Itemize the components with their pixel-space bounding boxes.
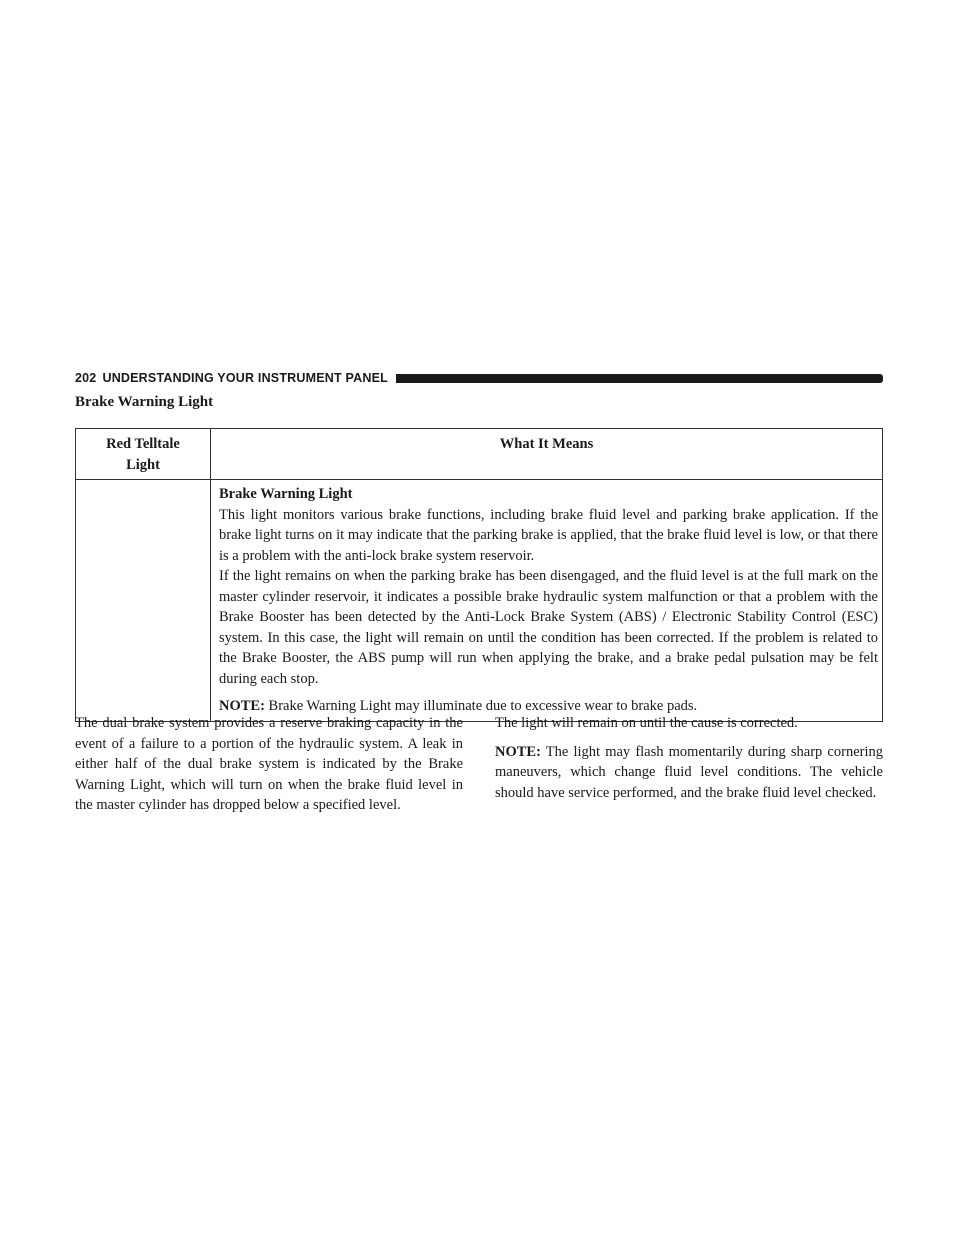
- column-header-red-telltale-line1: Red Telltale: [106, 436, 180, 452]
- page-number: 202: [75, 371, 97, 385]
- page-header: [75, 370, 883, 386]
- row-paragraph-2: If the light remains on when the parking brake has been disengaged, and the fluid level is at the full mark on the master cylinder reservoir, it indicates a possible brake hydraulic system malfunction or that a problem with the Brake Booster has been detected by the Anti-Lock Brake System (ABS) / Electronic Stability Control (ESC) system. In this case, the light will remain on until the condition has been corrected. If the problem is related to the Brake Booster, the ABS pump will run when applying the brake, and a brake pedal pulsation may be felt during each stop.: [219, 568, 878, 687]
- row-title: Brake Warning Light: [219, 486, 353, 502]
- running-section-title: UNDERSTANDING YOUR INSTRUMENT PANEL: [102, 371, 388, 385]
- telltale-icon-cell: [76, 480, 211, 722]
- right-paragraph: The light will remain on until the cause is corrected.: [495, 715, 798, 731]
- right-column: [495, 713, 883, 803]
- table-header-row: [76, 429, 883, 480]
- telltale-table: [75, 428, 883, 722]
- row-paragraph-1: This light monitors various brake functions, including brake fluid level and parking brake application. If the brake light turns on it may indicate that the parking brake is applied, that the brake fluid level is low, or that there is a problem with the anti-lock brake system reservoir.: [219, 506, 878, 564]
- right-note: [495, 742, 883, 804]
- left-column: [75, 713, 463, 816]
- column-header-what-it-means: What It Means: [211, 429, 883, 480]
- header-rule: [396, 374, 883, 383]
- row-note-label: NOTE:: [219, 698, 265, 714]
- right-note-label: NOTE:: [495, 743, 541, 760]
- section-heading: Brake Warning Light: [75, 394, 214, 410]
- column-header-red-telltale-line2: Light: [126, 456, 160, 473]
- left-paragraph: The dual brake system provides a reserve braking capacity in the event of a failure to a portion of the hydraulic system. A leak in either half of the dual brake system is indicated by the Brake Warning Light, which will turn on when the brake fluid level in the master cylinder has dropped below a specified level.: [75, 715, 463, 814]
- right-note-text: The light may flash momentarily during sharp cornering maneuvers, which change fluid level conditions. The vehicle should have service performed, and the brake fluid level checked.: [495, 743, 883, 801]
- meaning-cell: [211, 480, 883, 722]
- table-row: [76, 480, 883, 722]
- column-header-red-telltale: [76, 429, 211, 480]
- row-note-text: Brake Warning Light may illuminate due to excessive wear to brake pads.: [264, 698, 698, 714]
